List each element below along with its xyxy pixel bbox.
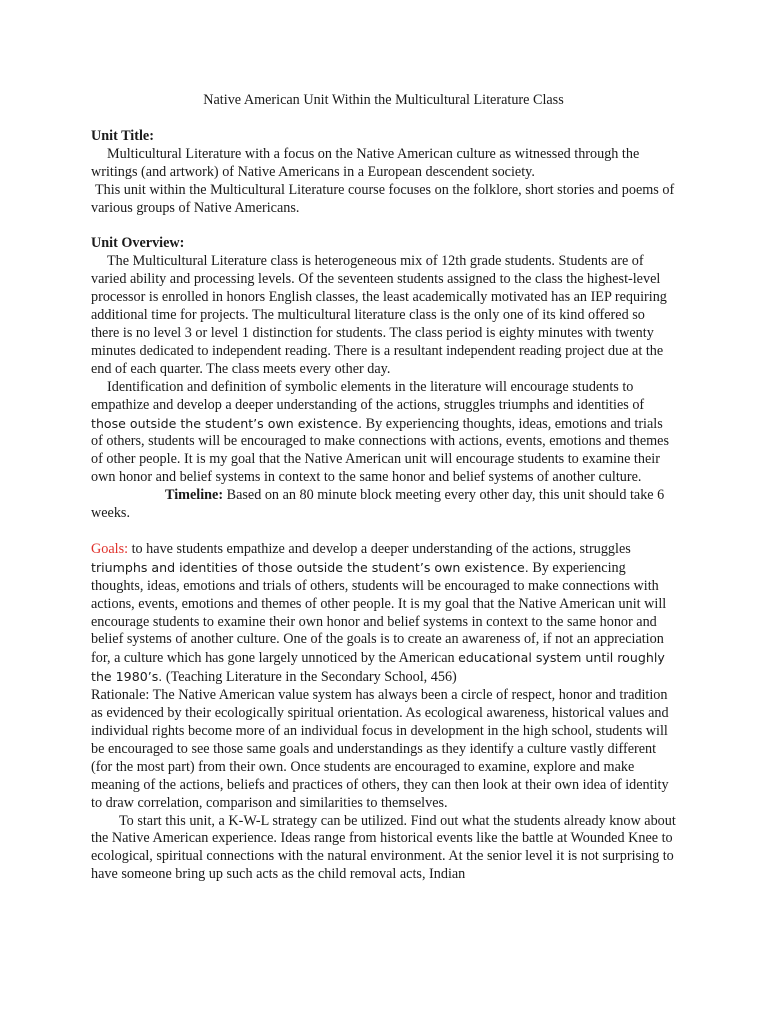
goals-label: Goals:: [91, 540, 129, 557]
rationale-paragraph: Rationale: The Native American value system has always been a circle of respect, honor and tradition as evidenced by their ecologically spiritual orientation. As ecological awareness, historical values and individual rights become more of an individual focus in development in the high school, students will be encouraged to see those same goals and understandings as they identify a culture vastly different (for the most part) from their own. Once students are encouraged to examine, explore and make meaning of the actions, beliefs and practices of others, they can then look at their own idea of identity to draw correlation, comparison and similarities to themselves.: [91, 687, 669, 811]
unit-title-heading: Unit Title:: [91, 127, 154, 144]
timeline-paragraph: Timeline: Based on an 80 minute block meeting every other day, this unit should take 6 weeks.: [91, 487, 665, 522]
unit-overview-paragraph-1: The Multicultural Literature class is heterogeneous mix of 12th grade students. Students are of varied ability and processing levels. Of the seventeen students assigned to the class the highest-level processor is enrolled in honors English classes, the least academically motivated has an IEP requiring additional time for projects. The multicultural literature class is the only one of its kind offered so there is no level 3 or level 1 distinction for students. The class period is eighty minutes with twenty minutes dedicated to independent reading. There is a resultant independent reading project due at the end of each quarter. The class meets every other day.: [91, 253, 667, 377]
unit-title-paragraph-2: This unit within the Multicultural Literature course focuses on the folklore, short stories and poems of various groups of Native Americans.: [91, 181, 675, 216]
kwl-paragraph: To start this unit, a K-W-L strategy can be utilized. Find out what the students already know about the Native American experience. Ideas range from historical events like the battle at Wounded Knee to ecological, spiritual connections with the natural environment. At the senior level it is not surprising to have someone bring up such acts as the child removal acts, Indian: [91, 812, 676, 883]
document-title: Native American Unit Within the Multicultural Literature Class: [203, 92, 564, 108]
unit-overview-heading: Unit Overview:: [91, 235, 185, 252]
timeline-label: Timeline:: [165, 487, 224, 504]
unit-title-paragraph-1: Multicultural Literature with a focus on the Native American culture as witnessed through the writings (and artwork) of Native Americans in a European descendent society.: [91, 145, 640, 180]
goals-paragraph: Goals: to have students empathize and develop a deeper understanding of the actions, struggles triumphs and identities of those outside the student’s own existence. By experiencing thoughts, ideas, emotions and trials of others, students will be encouraged to make connections with actions, events, emotions and themes of other people. It is my goal that the Native American unit will encourage students to examine their own honor and belief systems in context to the same honor and belief systems of another culture. One of the goals is to create an awareness of, if not an appreciation for, a culture which has gone largely unnoticed by the American educational system until roughly the 1980’s. (Teaching Literature in the Secondary School, 456): [91, 540, 667, 686]
unit-overview-paragraph-2: Identification and definition of symbolic elements in the literature will encourage students to empathize and develop a deeper understanding of the actions, struggles triumphs and identities of those outside the student’s own existence. By experiencing thoughts, ideas, emotions and trials of others, students will be encouraged to make connections with actions, events, emotions and themes of other people. It is my goal that the Native American unit will encourage students to examine their own honor and belief systems in context to the same honor and belief systems of another culture.: [91, 378, 670, 486]
